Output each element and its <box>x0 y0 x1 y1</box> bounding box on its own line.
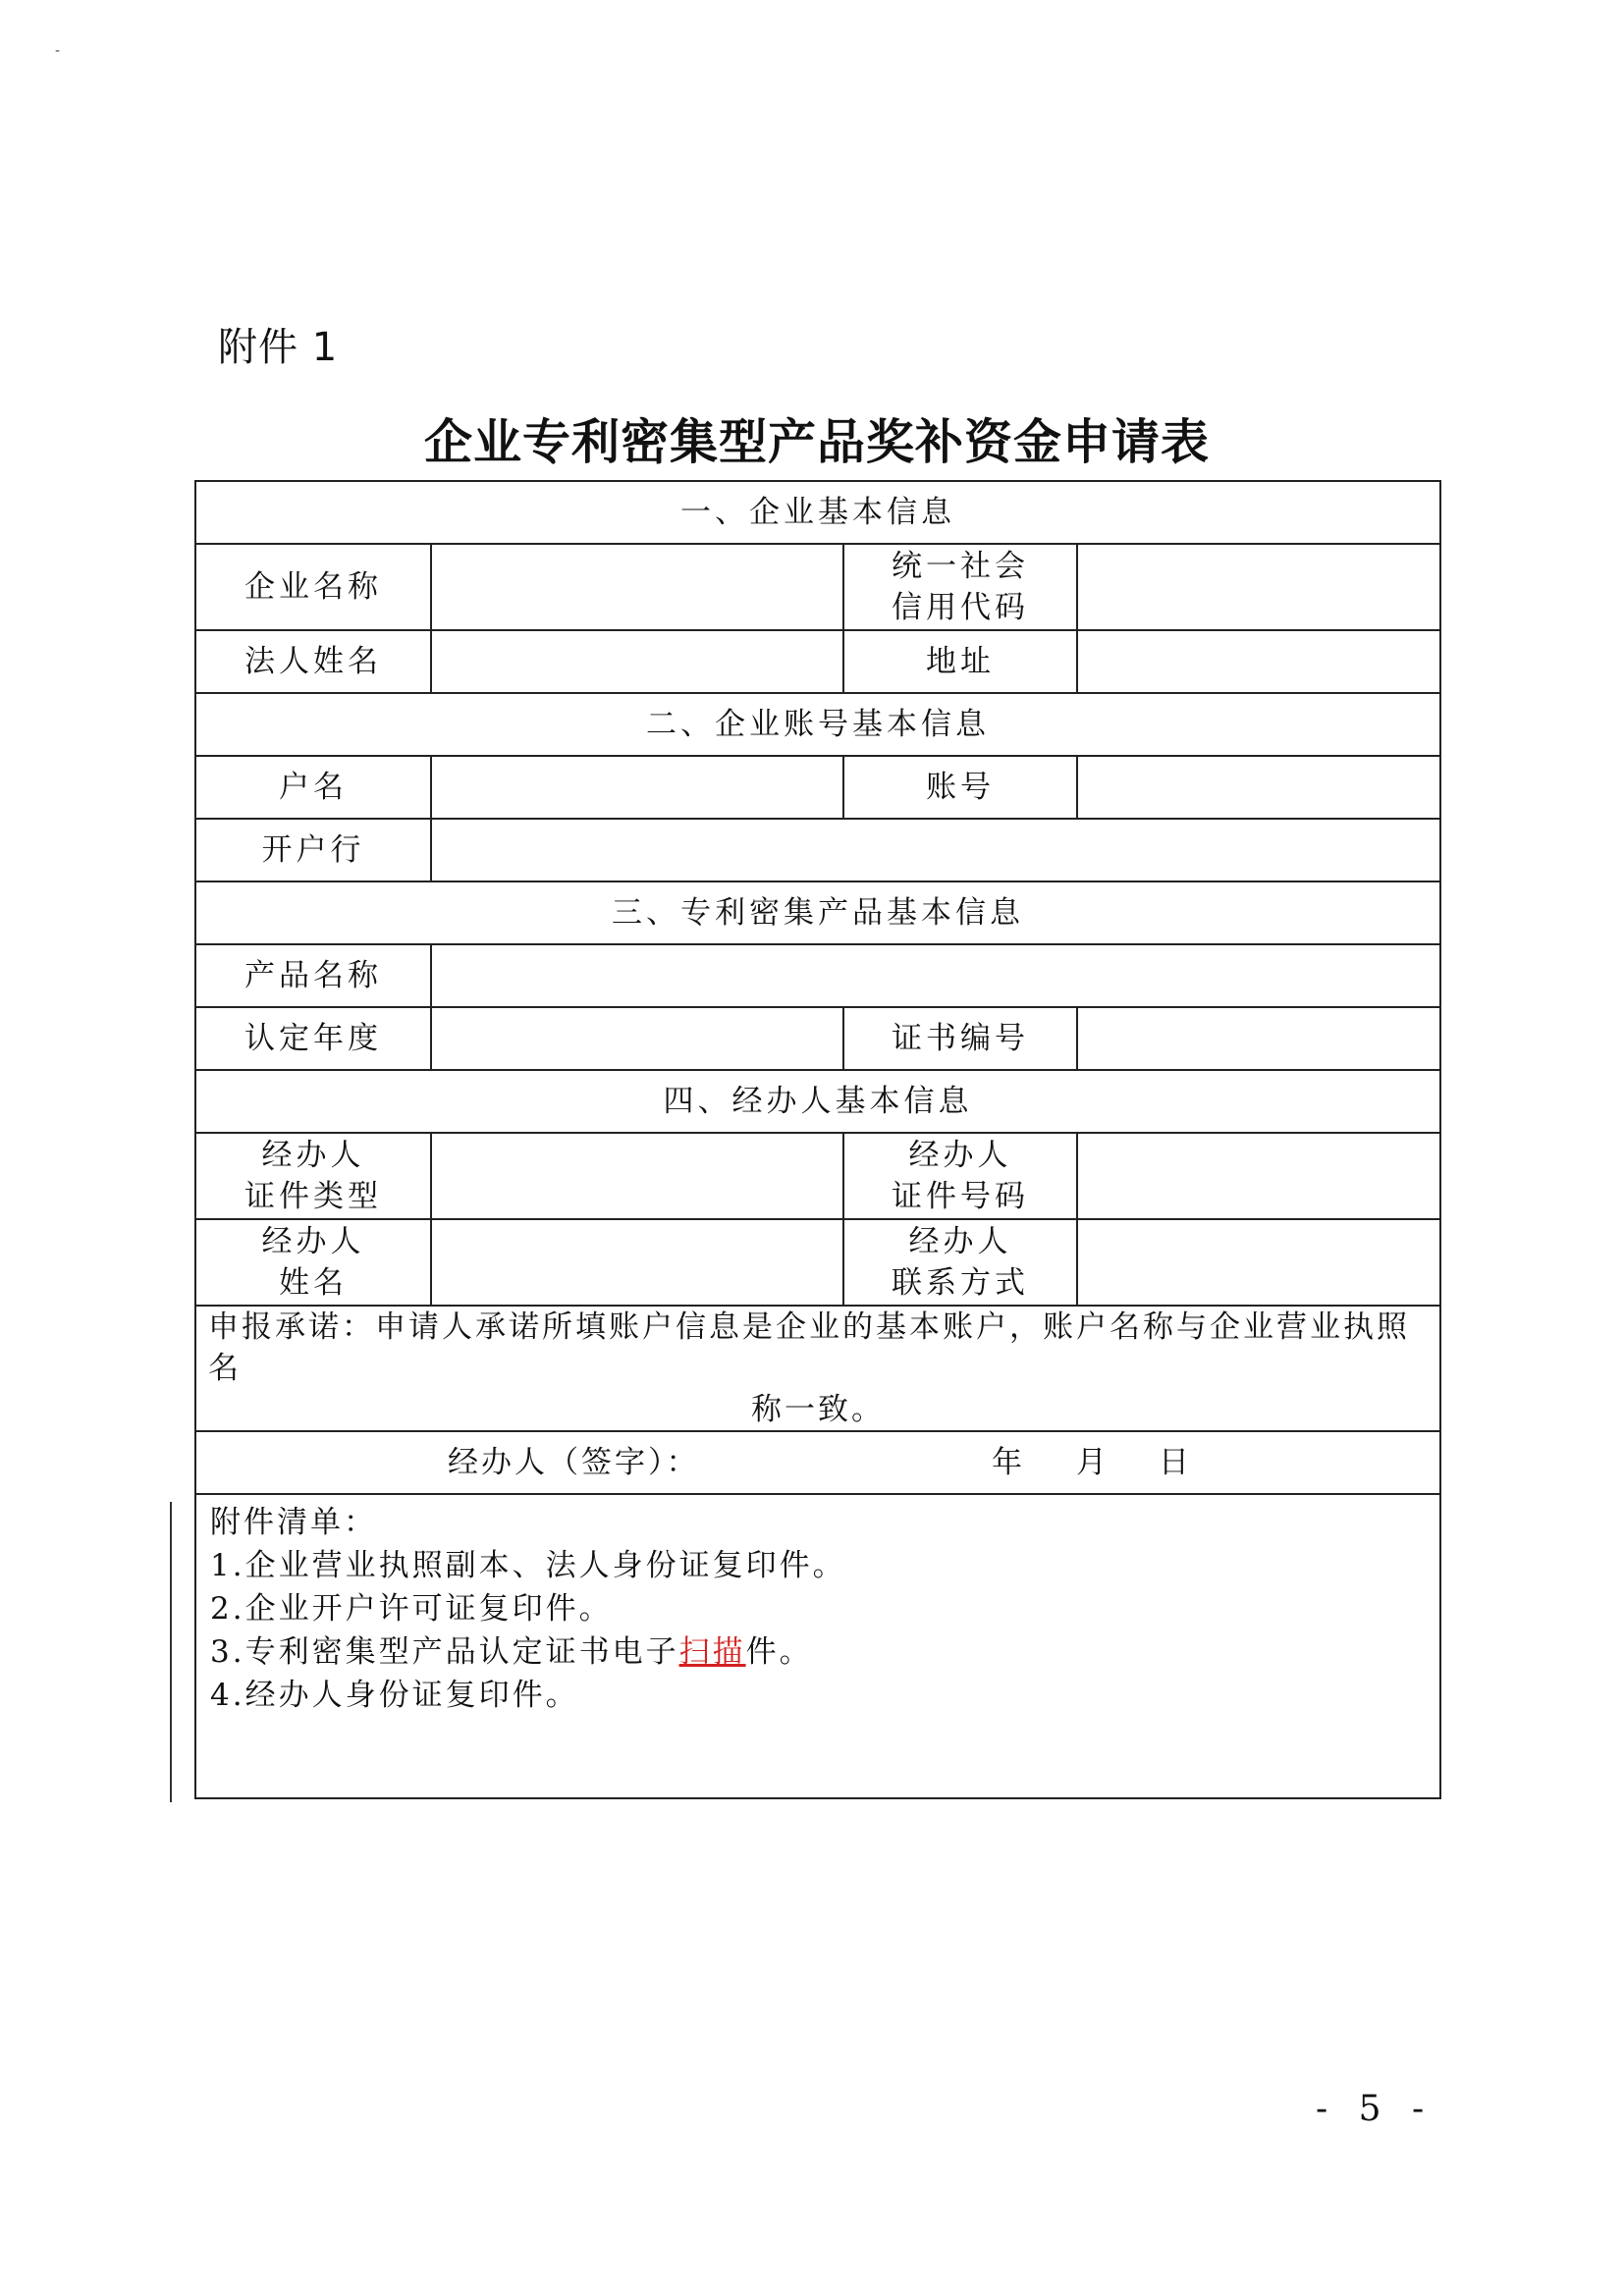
credit-code-field[interactable] <box>1077 544 1440 630</box>
attachment-label: 附件 1 <box>218 325 339 370</box>
label-credit-code-line1: 统一社会 <box>892 549 1029 584</box>
signature-row <box>195 1431 1440 1494</box>
attachments-heading: 附件清单： <box>210 1505 377 1540</box>
signature-cell[interactable] <box>195 1431 1440 1494</box>
form-row <box>195 1007 1440 1070</box>
form-row <box>195 1219 1440 1306</box>
section-heading-agent-info: 四、经办人基本信息 <box>195 1070 1440 1133</box>
margin-rule <box>170 1502 172 1802</box>
signature-day-label: 日 <box>1159 1445 1193 1480</box>
label-agent-contact <box>843 1219 1077 1306</box>
label-agent-id-type-line1: 经办人 <box>261 1138 365 1173</box>
label-credit-code <box>843 544 1077 630</box>
form-row <box>195 630 1440 693</box>
label-agent-id-number-line1: 经办人 <box>908 1138 1012 1173</box>
attachment-item-3-marked-word: 扫描 <box>678 1634 746 1670</box>
section-heading-product-info: 三、专利密集产品基本信息 <box>195 881 1440 944</box>
agent-contact-field[interactable] <box>1077 1219 1440 1306</box>
application-form-table <box>194 480 1441 1799</box>
cert-year-field[interactable] <box>431 1007 843 1070</box>
form-row <box>195 819 1440 881</box>
commitment-line2: 称一致。 <box>751 1392 885 1427</box>
label-account-number: 账号 <box>843 756 1077 819</box>
form-row <box>195 1133 1440 1219</box>
address-field[interactable] <box>1077 630 1440 693</box>
account-name-field[interactable] <box>431 756 843 819</box>
agent-id-number-field[interactable] <box>1077 1133 1440 1219</box>
attachments-list <box>195 1494 1440 1798</box>
commitment-statement <box>195 1306 1440 1431</box>
form-row <box>195 544 1440 630</box>
product-name-field[interactable] <box>431 944 1440 1007</box>
label-cert-number: 证书编号 <box>843 1007 1077 1070</box>
legal-person-field[interactable] <box>431 630 843 693</box>
attachment-item-3 <box>210 1630 1428 1674</box>
label-company-name: 企业名称 <box>195 544 431 630</box>
label-product-name: 产品名称 <box>195 944 431 1007</box>
agent-name-field[interactable] <box>431 1219 843 1306</box>
account-number-field[interactable] <box>1077 756 1440 819</box>
attachment-item-3-after: 件。 <box>745 1634 813 1670</box>
label-agent-contact-line1: 经办人 <box>908 1224 1012 1259</box>
label-agent-id-number <box>843 1133 1077 1219</box>
signature-label: 经办人（签字）： <box>448 1445 700 1480</box>
label-agent-name-line1: 经办人 <box>261 1224 365 1259</box>
attachment-item-4: 4.经办人身份证复印件。 <box>210 1678 579 1713</box>
form-row <box>195 944 1440 1007</box>
label-credit-code-line2: 信用代码 <box>892 590 1029 625</box>
section-heading-account-info: 二、企业账号基本信息 <box>195 693 1440 756</box>
bank-field[interactable] <box>431 819 1440 881</box>
label-account-name: 户名 <box>195 756 431 819</box>
section-row-basic-info <box>195 481 1440 544</box>
label-bank: 开户行 <box>195 819 431 881</box>
attachment-item-3-before: 3.专利密集型产品认定证书电子 <box>210 1634 679 1670</box>
commitment-row <box>195 1306 1440 1431</box>
cert-number-field[interactable] <box>1077 1007 1440 1070</box>
section-row-agent-info <box>195 1070 1440 1133</box>
agent-id-type-field[interactable] <box>431 1133 843 1219</box>
attachments-row <box>195 1494 1440 1798</box>
label-cert-year: 认定年度 <box>195 1007 431 1070</box>
label-address: 地址 <box>843 630 1077 693</box>
commitment-line1: 申报承诺：申请人承诺所填账户信息是企业的基本账户，账户名称与企业营业执照名 <box>208 1309 1410 1386</box>
corner-mark: - <box>55 43 61 59</box>
label-agent-id-type-line2: 证件类型 <box>244 1179 382 1214</box>
section-row-account-info <box>195 693 1440 756</box>
label-agent-name-line2: 姓名 <box>279 1265 348 1301</box>
label-agent-contact-line2: 联系方式 <box>892 1265 1029 1301</box>
document-title: 企业专利密集型产品奖补资金申请表 <box>423 413 1210 470</box>
attachment-item-2: 2.企业开户许可证复印件。 <box>210 1591 613 1627</box>
company-name-field[interactable] <box>431 544 843 630</box>
form-row <box>195 756 1440 819</box>
page-number: - 5 - <box>1316 2089 1435 2129</box>
section-heading-basic-info: 一、企业基本信息 <box>195 481 1440 544</box>
signature-year-label: 年 <box>992 1445 1026 1480</box>
label-agent-name <box>195 1219 431 1306</box>
attachment-item-1: 1.企业营业执照副本、法人身份证复印件。 <box>210 1548 846 1583</box>
label-legal-person: 法人姓名 <box>195 630 431 693</box>
label-agent-id-type <box>195 1133 431 1219</box>
signature-month-label: 月 <box>1076 1445 1110 1480</box>
label-agent-id-number-line2: 证件号码 <box>892 1179 1029 1214</box>
section-row-product-info <box>195 881 1440 944</box>
